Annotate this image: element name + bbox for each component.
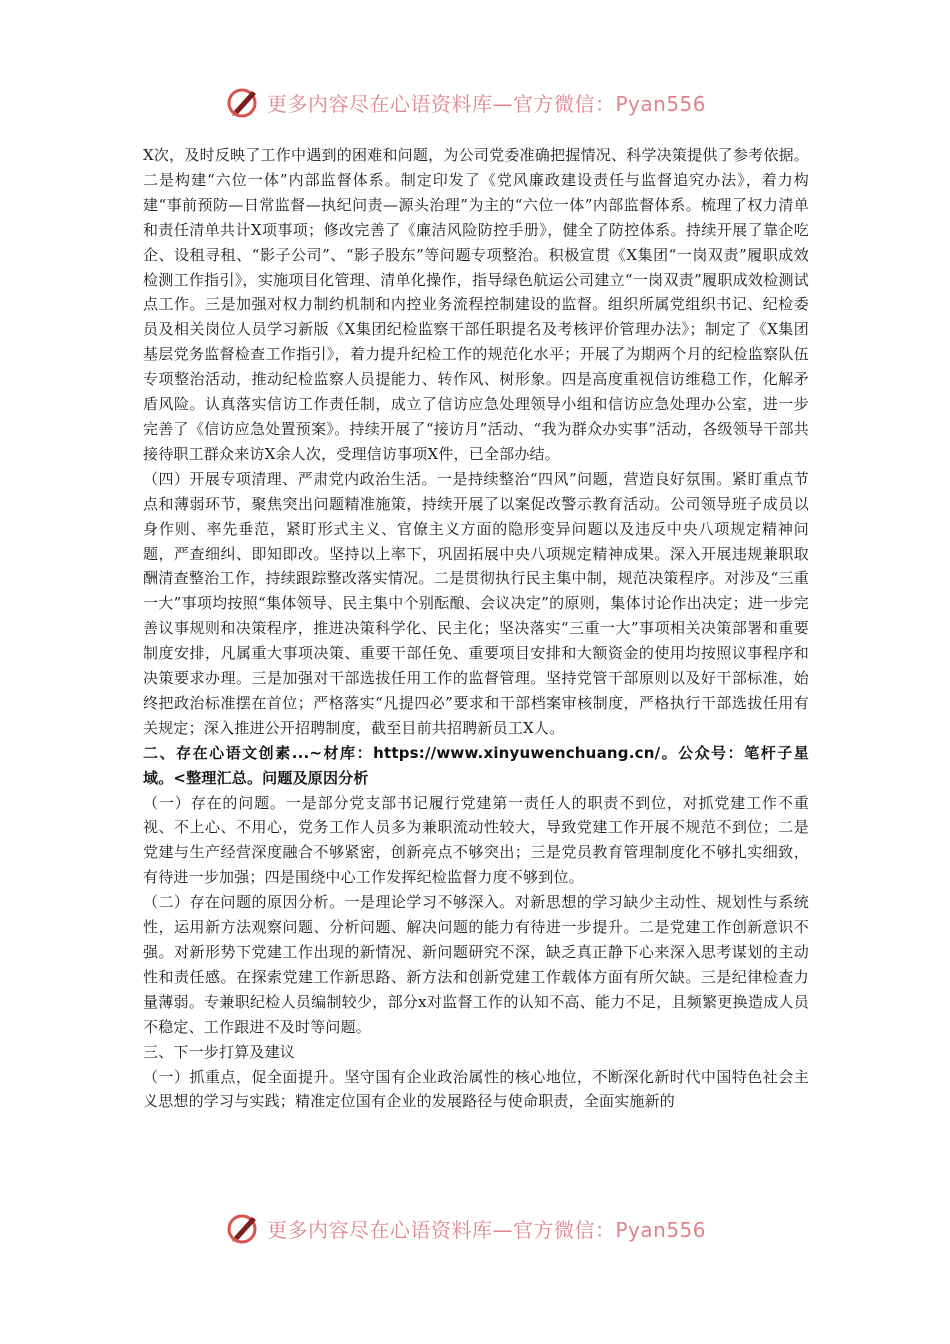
header-watermark-banner	[225, 82, 706, 122]
heading-problems-analysis: 二、存在心语文创素...~材库：https://www.xinyuwenchuang.cn/。公众号：笔杆子星域。<整理汇总。问题及原因分析	[143, 743, 809, 787]
footer-watermark-banner	[225, 1208, 706, 1248]
banner-text: 更多内容尽在心语资料库—官方微信：Pyan556	[267, 1217, 707, 1242]
document-body	[143, 143, 809, 1114]
heading-next-steps: 三、下一步打算及建议	[143, 1042, 296, 1061]
paragraph-supervision-system: X次，及时反映了工作中遇到的困难和问题，为公司党委准确把握情况、科学决策提供了参考依据。二是构建“六位一体”内部监督体系。制定印发了《党风廉政建设责任与监督追究办法》，着力构建“事前预防—日常监督—执纪问责—源头治理”为主的“六位一体”内部监督体系。梳理了权力清单和责任清单共计X项事项；修改完善了《廉洁风险防控手册》，健全了防控体系。持续开展了靠企吃企、设租寻租、“影子公司”、“影子股东”等问题专项整治。积极宣贯《X集团“一岗双责”履职成效检测工作指引》，实施项目化管理、清单化操作，指导绿色航运公司建立“一岗双责”履职成效检测试点工作。三是加强对权力制约机制和内控业务流程控制建设的监督。组织所属党组织书记、纪检委员及相关岗位人员学习新版《X集团纪检监察干部任职提名及考核评价管理办法》；制定了《X集团基层党务监督检查工作指引》，着力提升纪检工作的规范化水平；开展了为期两个月的纪检监察队伍专项整治活动，推动纪检监察人员提能力、转作风、树形象。四是高度重视信访维稳工作，化解矛盾风险。认真落实信访工作责任制，成立了信访应急处理领导小组和信访应急处理办公室，进一步完善了《信访应急处置预案》。持续开展了“接访月”活动、“我为群众办实事”活动，各级领导干部共接待职工群众来访X余人次，受理信访事项X件，已全部办结。	[143, 146, 809, 463]
paragraph-focus-priorities: （一）抓重点，促全面提升。坚守国有企业政治属性的核心地位，不断深化新时代中国特色社会主义思想的学习与实践；精准定位国有企业的发展路径与使命职责，全面实施新的	[143, 1067, 809, 1111]
paragraph-existing-problems: （一）存在的问题。一是部分党支部书记履行党建第一责任人的职责不到位，对抓党建工作不重视、不上心、不用心，党务工作人员多为兼职流动性较大，导致党建工作开展不规范不到位；二是党建与生产经营深度融合不够紧密，创新亮点不够突出；三是党员教育管理制度化不够扎实细致，有待进一步加强；四是围绕中心工作发挥纪检监督力度不够到位。	[143, 793, 809, 887]
paragraph-cause-analysis: （二）存在问题的原因分析。一是理论学习不够深入。对新思想的学习缺少主动性、规划性与系统性，运用新方法观察问题、分析问题、解决问题的能力有待进一步提升。二是党建工作创新意识不强。对新形势下党建工作出现的新情况、新问题研究不深，缺乏真正静下心来深入思考谋划的主动性和责任感。在探索党建工作新思路、新方法和创新党建工作载体方面有所欠缺。三是纪律检查力量薄弱。专兼职纪检人员编制较少，部分x对监督工作的认知不高、能力不足，且频繁更换造成人员不稳定、工作跟进不及时等问题。	[143, 893, 809, 1036]
paragraph-section-four: （四）开展专项清理、严肃党内政治生活。一是持续整治“四风”问题，营造良好氛围。紧盯重点节点和薄弱环节，聚焦突出问题精准施策，持续开展了以案促改警示教育活动。公司领导班子成员以身作则、率先垂范，紧盯形式主义、官僚主义方面的隐形变异问题以及违反中央八项规定精神问题，严查细纠、即知即改。坚持以上率下，巩固拓展中央八项规定精神成果。深入开展违规兼职取酬清查整治工作，持续跟踪整改落实情况。二是贯彻执行民主集中制，规范决策程序。对涉及“三重一大”事项均按照“集体领导、民主集中个别酝酿、会议决定”的原则，集体讨论作出决定；进一步完善议事规则和决策程序，推进决策科学化、民主化；坚决落实“三重一大”事项相关决策部署和重要制度安排，凡属重大事项决策、重要干部任免、重要项目安排和大额资金的使用均按照议事程序和决策要求办理。三是加强对干部选拔任用工作的监督管理。坚持党管干部原则以及好干部标准，始终把政治标准摆在首位；严格落实“凡提四必”要求和干部档案审核制度，严格执行干部选拔任用有关规定；深入推进公开招聘制度，截至目前共招聘新员工X人。	[143, 469, 809, 737]
pen-logo-icon	[225, 84, 261, 120]
banner-text: 更多内容尽在心语资料库—官方微信：Pyan556	[267, 91, 707, 116]
pen-logo-icon	[225, 1210, 261, 1246]
